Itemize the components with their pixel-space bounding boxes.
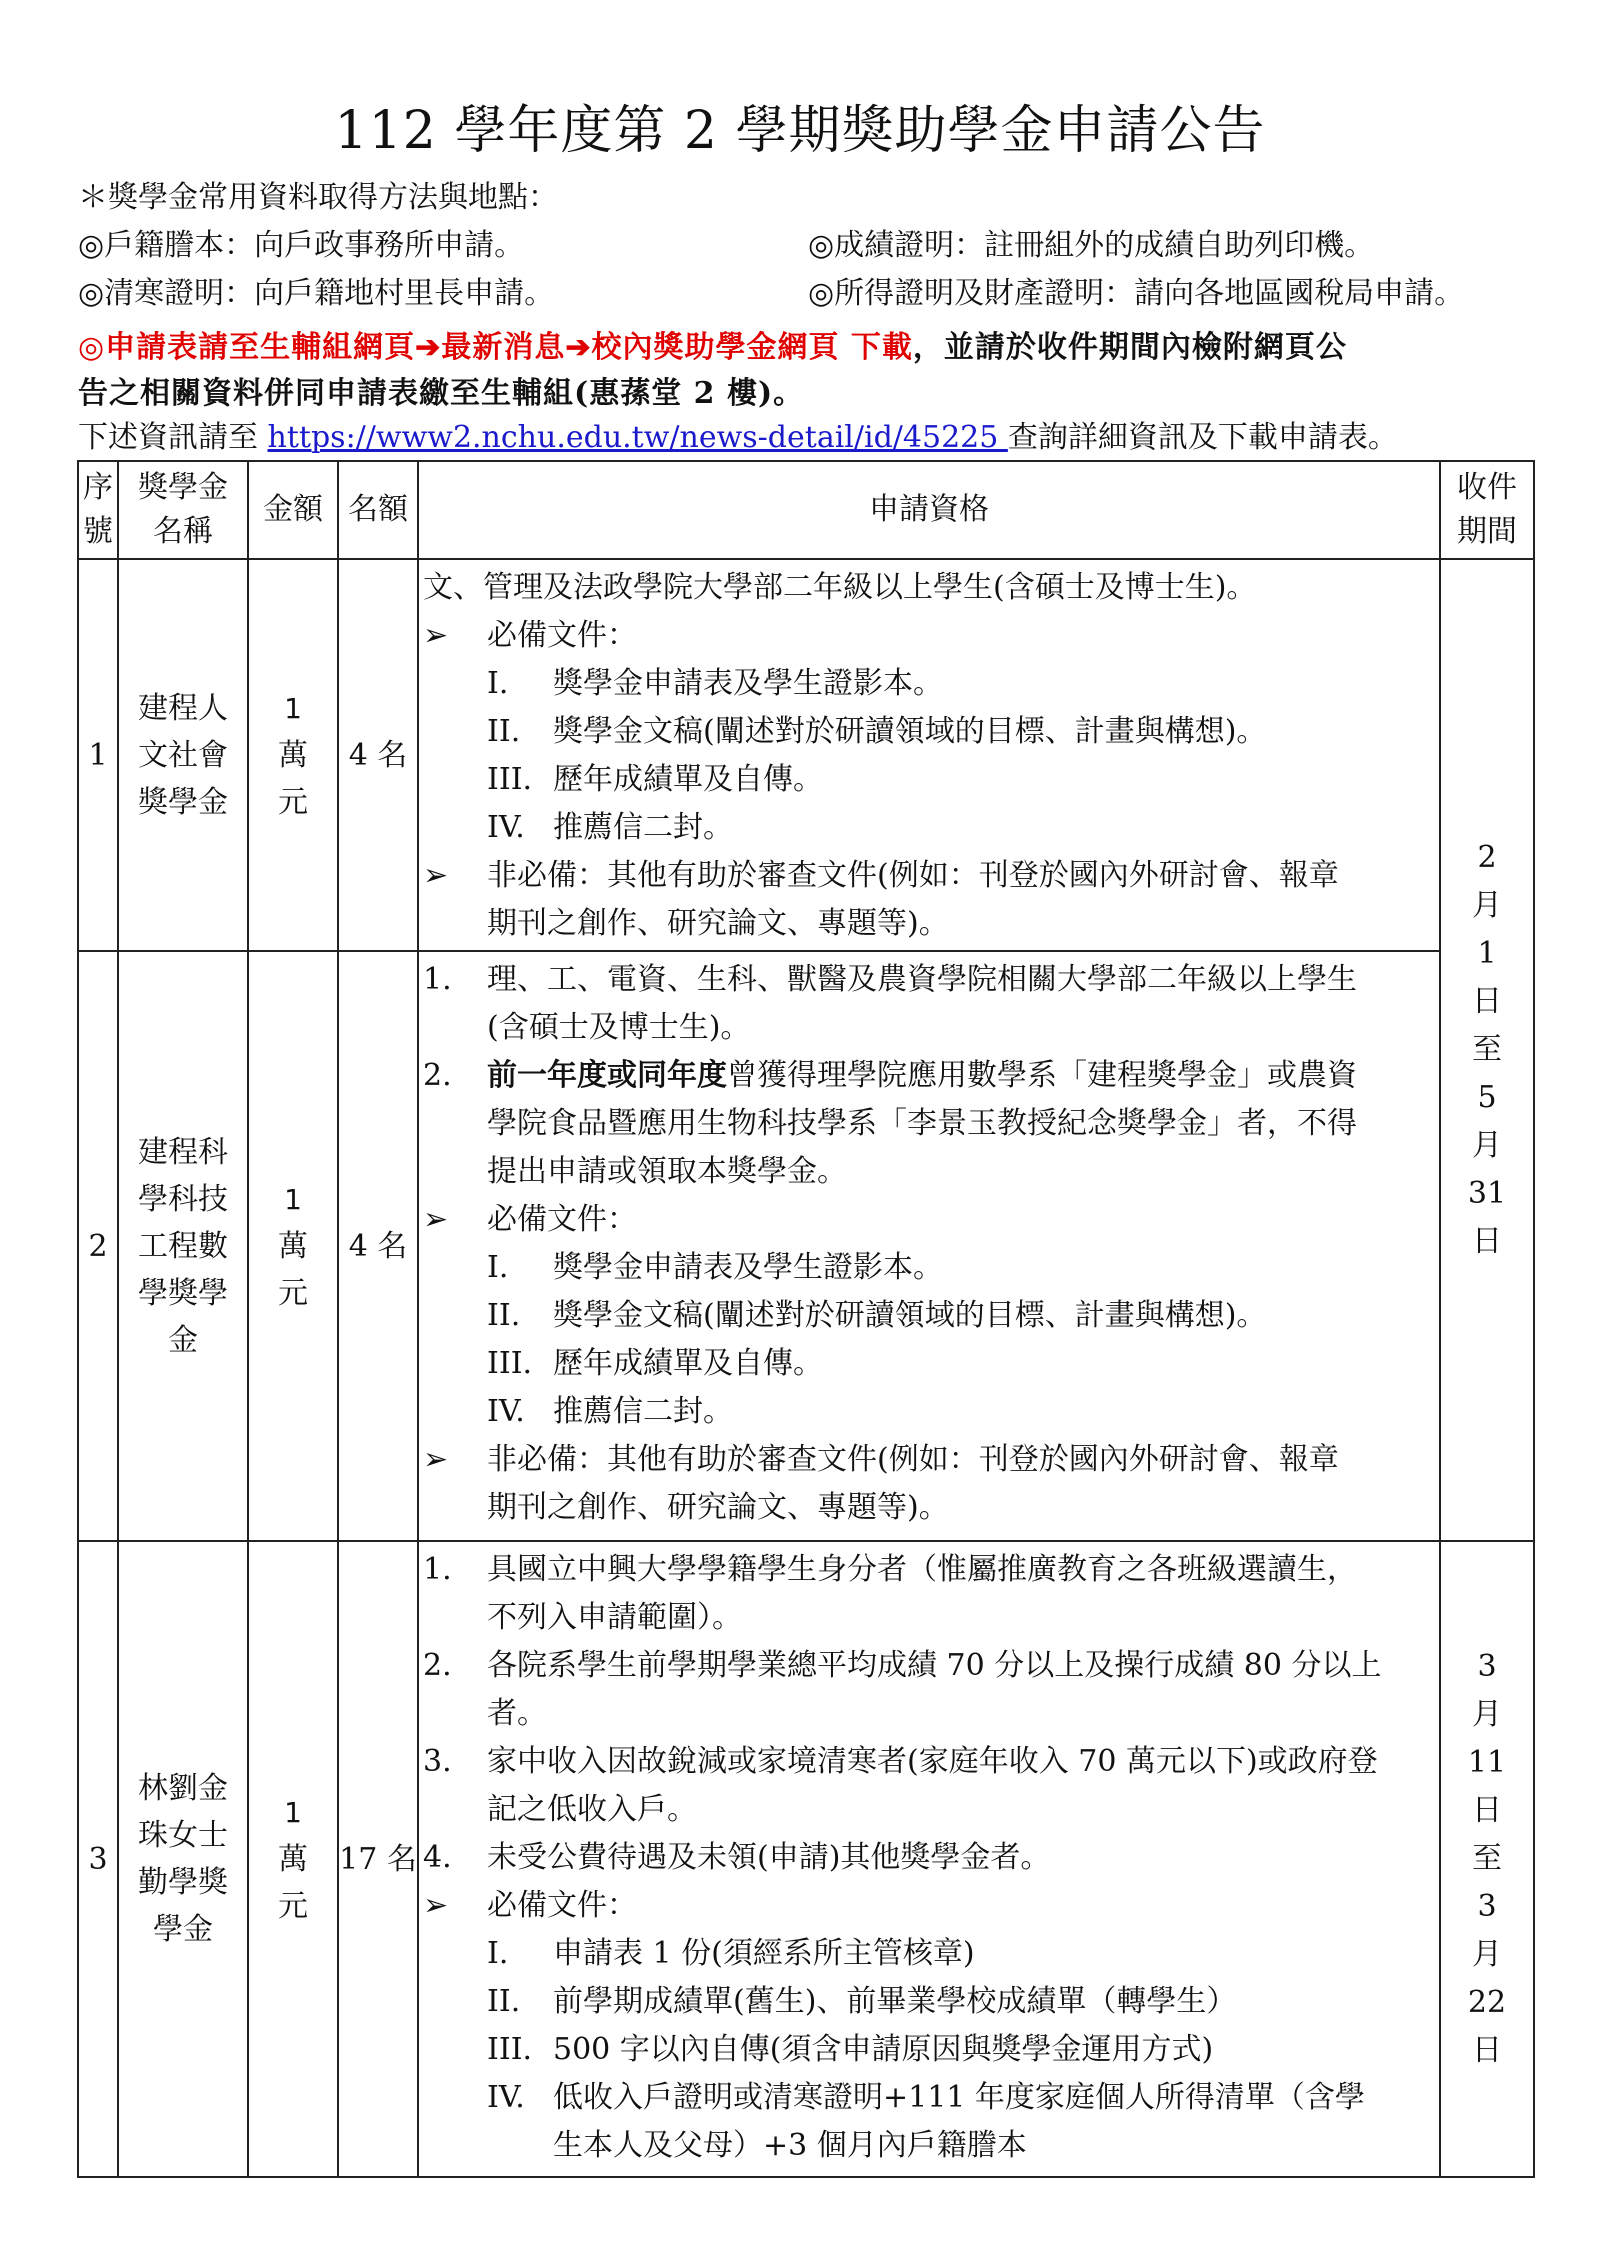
download-notice [78, 328, 1347, 368]
intro-income: ◎所得證明及財產證明：請向各地區國稅局申請。 [808, 276, 1465, 311]
table-row [78, 951, 1534, 1541]
row-2-name: 建程科 學科技 工程數 學獎學 金 [118, 951, 248, 1541]
download-notice-line2: 告之相關資料併同申請表繳至生輔組(惠蓀堂 2 樓)。 [78, 376, 805, 411]
row-1-criteria: 文、管理及法政學院大學部二年級以上學生(含碩士及博士生)。 ➢ 必備文件： I. 獎學金申請表及學生證影本。 II. 獎學金文稿(闡述對於研讀領域的目標、計畫與構想)。 III. 歷年成績單及自傳。 IV. 推薦信二封。 ➢ 非必備：其他有助於審查文件(例如：刊登於國內外研討會、報章 期刊之創作、研究論文、專題等)。 [418, 559, 1440, 951]
header-no: 序 號 [78, 461, 118, 559]
row-3-quota: 17 名 [338, 1541, 418, 2177]
row-3-criteria: 1. 具國立中興大學學籍學生身分者（惟屬推廣教育之各班級選讀生， 不列入申請範圍）。 2. 各院系學生前學期學業總平均成績 70 分以上及操行成績 80 分以上 者。 3. 家中收入因故銳減或家境清寒者(家庭年收入 70 萬元以下)或政府登 記之低收入戶。 4. 未受公費待遇及未領(申請)其他獎學金者。 ➢ 必備文件： I. 申請表 1 份(須經系所主管核章) II. 前學期成績單(舊生)、前畢業學校成績單（轉學生） III. 500 字以內自傳(須含申請原因與獎學金運用方式) IV. 低收入戶證明或清寒證明+111 年度家庭個人所得清單（含學 生本人及父母）+3 個月內戶籍謄本 [418, 1541, 1440, 2177]
download-notice-red: ◎申請表請至生輔組網頁➔最新消息➔校內獎助學金網頁 下載 [78, 330, 913, 365]
table-row [78, 559, 1534, 951]
period-1: 2 月 1 日 至 5 月 31 日 [1440, 559, 1534, 1541]
table-row [78, 1541, 1534, 2177]
page-title: 112 學年度第 2 學期獎助學金申請公告 [334, 101, 1266, 161]
intro-household: ◎戶籍謄本：向戶政事務所申請。 [78, 228, 525, 263]
arrow-icon: ➢ [423, 1442, 449, 1477]
row-1-amount: 1 萬 元 [248, 559, 338, 951]
query-prefix: 下述資訊請至 [78, 420, 268, 455]
arrow-icon: ➢ [423, 858, 449, 893]
row-2-quota: 4 名 [338, 951, 418, 1541]
row-3-no: 3 [78, 1541, 118, 2177]
period-2: 3 月 11 日 至 3 月 22 日 [1440, 1541, 1534, 2177]
header-name: 獎學金 名稱 [118, 461, 248, 559]
row-1-no: 1 [78, 559, 118, 951]
table-header-row [78, 461, 1534, 559]
row-3-name: 林劉金 珠女士 勤學獎 學金 [118, 1541, 248, 2177]
intro-grades: ◎成績證明：註冊組外的成績自助列印機。 [808, 228, 1375, 263]
row-3-amount: 1 萬 元 [248, 1541, 338, 2177]
intro-poverty: ◎清寒證明：向戶籍地村里長申請。 [78, 276, 555, 311]
header-period: 收件 期間 [1440, 461, 1534, 559]
row-1-name: 建程人 文社會 獎學金 [118, 559, 248, 951]
query-suffix: 查詢詳細資訊及下載申請表。 [1007, 420, 1398, 455]
header-amount: 金額 [248, 461, 338, 559]
row-2-amount: 1 萬 元 [248, 951, 338, 1541]
query-line [78, 418, 1398, 458]
download-notice-cont: ，並請於收件期間內檢附網頁公 [912, 330, 1347, 365]
news-link[interactable]: https://www2.nchu.edu.tw/news-detail/id/45225 [267, 420, 1008, 455]
arrow-icon: ➢ [423, 1202, 449, 1237]
header-quota: 名額 [338, 461, 418, 559]
row-2-no: 2 [78, 951, 118, 1541]
row-1-quota: 4 名 [338, 559, 418, 951]
scholarship-table [77, 460, 1535, 2178]
header-criteria: 申請資格 [418, 461, 1440, 559]
intro-heading: ＊獎學金常用資料取得方法與地點： [78, 180, 558, 215]
row-2-criteria: 1. 理、工、電資、生科、獸醫及農資學院相關大學部二年級以上學生 (含碩士及博士生)。 2. 前一年度或同年度曾獲得理學院應用數學系「建程獎學金」或農資 學院食品暨應用生物科技學系「李景玉教授紀念獎學金」者，不得 提出申請或領取本獎學金。 ➢ 必備文件： I. 獎學金申請表及學生證影本。 II. 獎學金文稿(闡述對於研讀領域的目標、計畫與構想)。 III. 歷年成績單及自傳。 IV. 推薦信二封。 ➢ 非必備：其他有助於審查文件(例如：刊登於國內外研討會、報章 期刊之創作、研究論文、專題等)。 [418, 951, 1440, 1541]
arrow-icon: ➢ [423, 1888, 449, 1923]
arrow-icon: ➢ [423, 618, 449, 653]
